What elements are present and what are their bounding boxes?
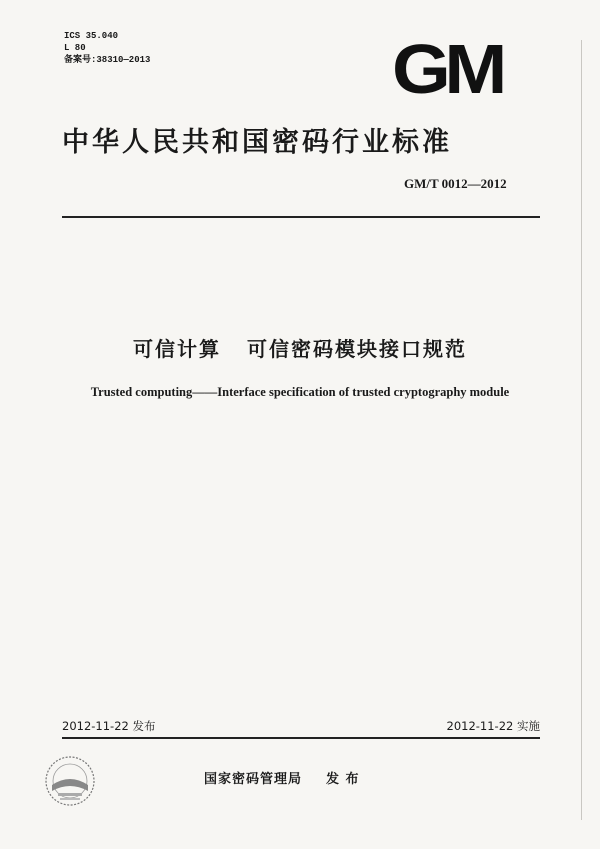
ccs-code: L 80 <box>64 43 86 53</box>
title-cn-part1: 可信计算 <box>133 337 221 361</box>
bottom-divider <box>62 737 540 739</box>
standard-number: GM/T 0012—2012 <box>404 176 507 191</box>
publish-date: 2012-11-22 发布 <box>62 719 156 733</box>
gm-logo: GM <box>392 30 501 108</box>
title-cn-part2: 可信密码模块接口规范 <box>247 337 467 361</box>
filing-number: 备案号:38310—2013 <box>64 55 151 65</box>
scan-edge-line <box>581 40 582 820</box>
ics-code: ICS 35.040 <box>64 31 119 41</box>
anti-counterfeit-seal-icon <box>44 755 96 807</box>
date-row <box>62 718 540 736</box>
issuer-line <box>204 768 360 787</box>
document-title-cn <box>0 333 600 362</box>
issue-action: 发 布 <box>326 772 360 787</box>
top-divider <box>62 216 540 218</box>
document-title-en: Trusted computing——Interface specification of trusted cryptography module <box>90 385 510 399</box>
implement-date: 2012-11-22 实施 <box>446 719 540 733</box>
issuer-name: 国家密码管理局 <box>204 772 303 787</box>
classification-block <box>64 30 150 66</box>
standard-category-title: 中华人民共和国密码行业标准 <box>62 127 452 158</box>
